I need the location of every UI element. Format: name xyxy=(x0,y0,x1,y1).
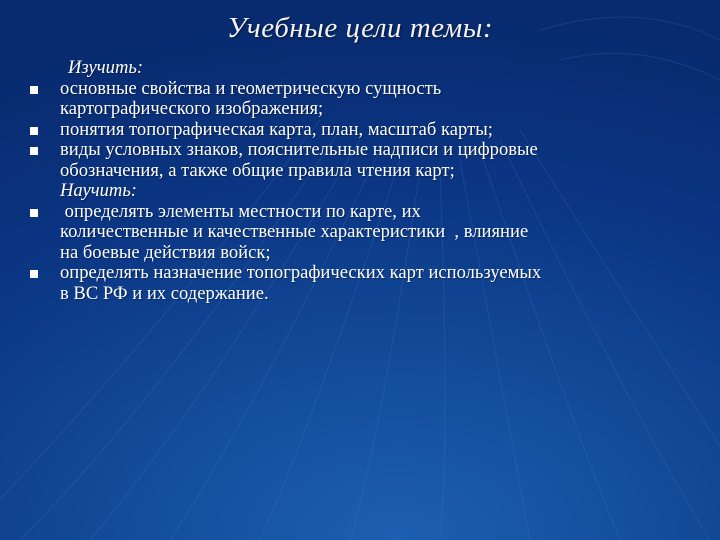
study-heading: Изучить: xyxy=(68,57,144,78)
square-bullet-icon xyxy=(30,127,38,135)
study-item-1-line-2: картографического изображения; xyxy=(60,98,324,119)
slide-title: Учебные цели темы: xyxy=(226,12,494,44)
teach-item-2 xyxy=(28,263,698,304)
teach-item-1-line-1: определять элементы местности по карте, их xyxy=(60,200,421,222)
teach-item-2-line-1: определять назначение топографических карт используемых xyxy=(60,262,542,283)
study-item-3 xyxy=(28,140,698,181)
study-item-3-line-2: обозначения, а также общие правила чтения карт; xyxy=(60,159,455,181)
teach-item-1-line-2: количественные и качественные характеристики , влияние xyxy=(60,221,529,242)
study-item-1-line-1: основные свойства и геометрическую сущность xyxy=(60,77,442,99)
square-bullet-icon xyxy=(30,209,38,217)
square-bullet-icon xyxy=(30,86,38,94)
teach-item-2-line-2: в ВС РФ и их содержание. xyxy=(60,282,269,304)
study-item-2-line-1: понятия топографическая карта, план, масштаб карты; xyxy=(60,118,493,140)
square-bullet-icon xyxy=(30,270,38,278)
study-item-2 xyxy=(28,120,698,141)
teach-heading: Научить: xyxy=(60,180,137,201)
slide-content xyxy=(28,58,698,304)
teach-item-1 xyxy=(28,202,698,264)
square-bullet-icon xyxy=(30,147,38,155)
study-item-1 xyxy=(28,79,698,120)
study-item-3-line-1: виды условных знаков, пояснительные надписи и цифровые xyxy=(60,139,538,160)
teach-item-1-line-3: на боевые действия войск; xyxy=(60,241,271,263)
